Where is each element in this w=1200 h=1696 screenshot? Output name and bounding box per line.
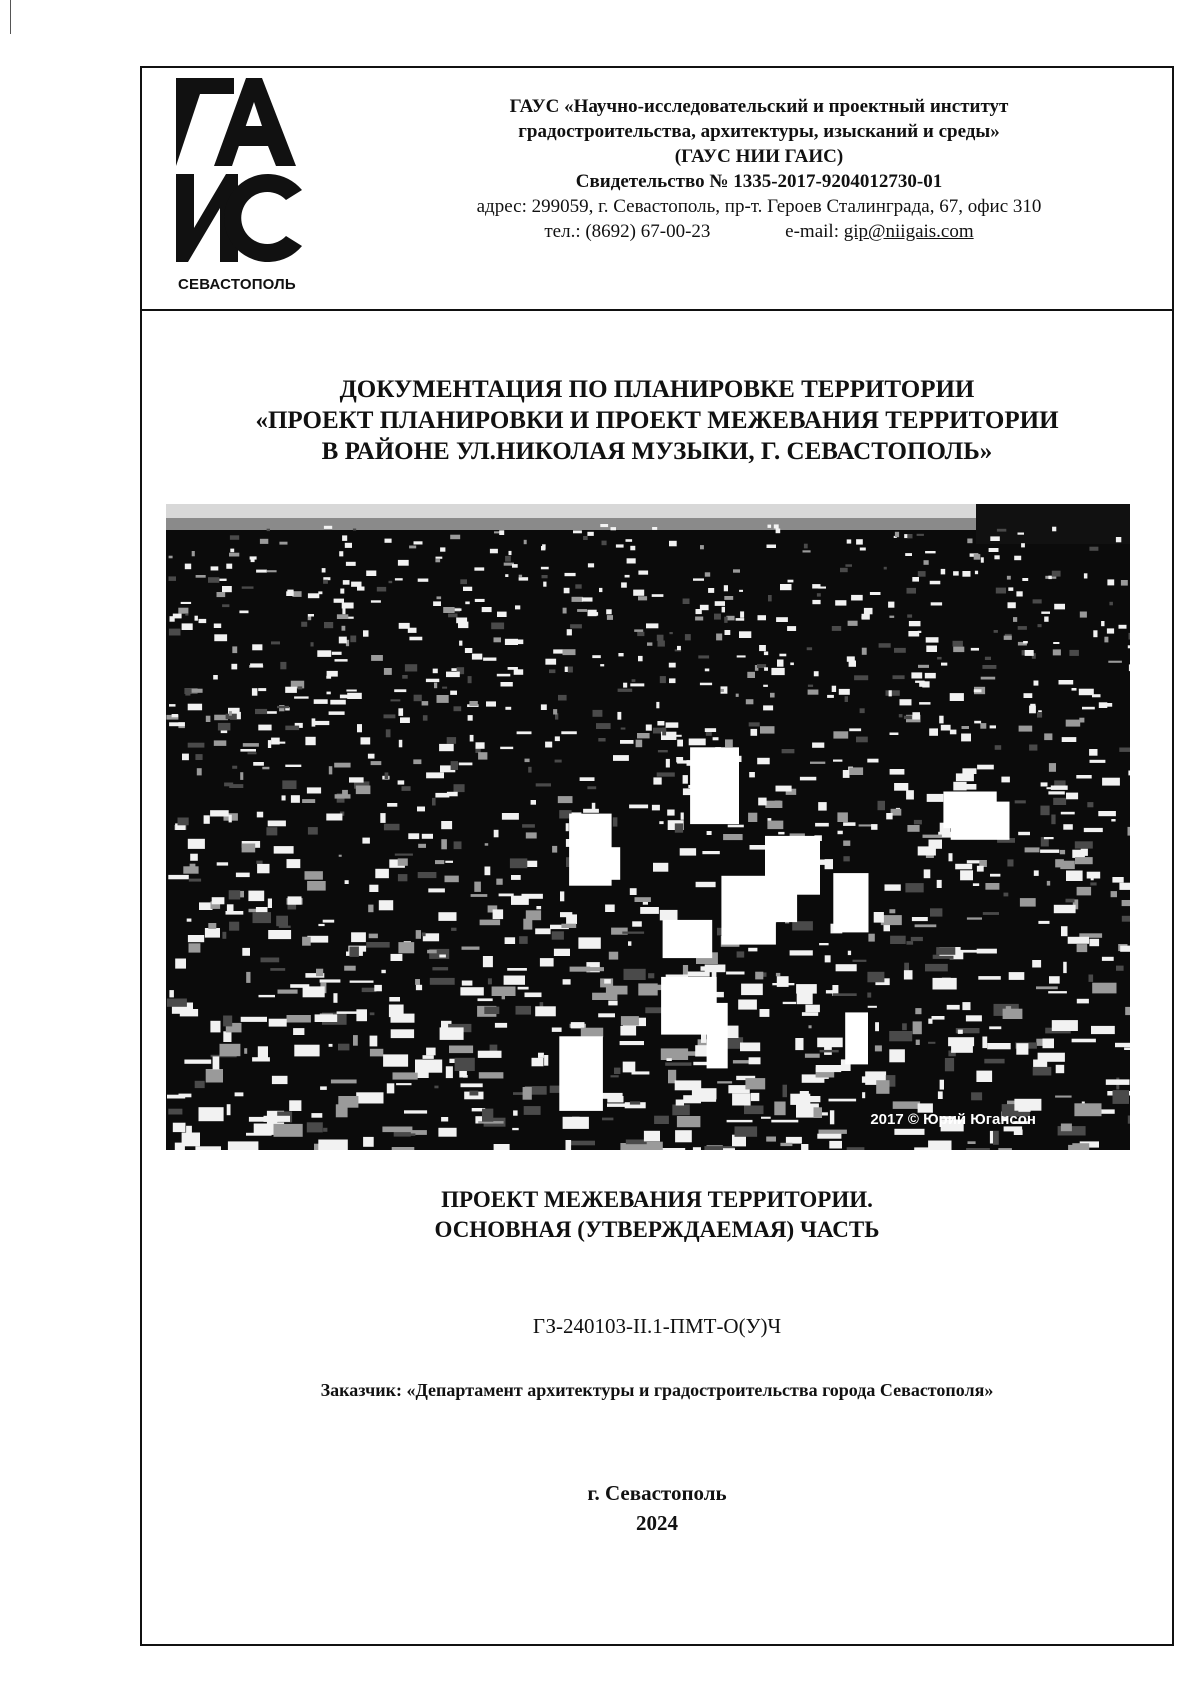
document-title-line1: ДОКУМЕНТАЦИЯ ПО ПЛАНИРОВКЕ ТЕРРИТОРИИ [339,376,975,403]
org-email-link[interactable]: gip@niigais.com [843,221,974,242]
document-title [142,374,1172,467]
subtitle-line2: ОСНОВНАЯ (УТВЕРЖДАЕМАЯ) ЧАСТЬ [434,1217,880,1242]
org-address: адрес: 299059, г. Севастополь, пр-т. Героев Сталинграда, 67, офис 310 [476,196,1042,217]
document-code: ГЗ-240103-II.1-ПМТ-О(У)Ч [532,1314,782,1338]
org-certificate: Свидетельство № 1335-2017-9204012730-01 [575,171,943,192]
section-subtitle [142,1185,1172,1245]
organization-info [354,94,1164,244]
aerial-city-photo [166,504,1130,1150]
city: г. Севастополь [587,1481,727,1505]
aerial-photo-image [166,504,1130,1150]
org-contacts [354,219,1164,244]
logo-caption: СЕВАСТОПОЛЬ [178,276,296,293]
customer-line: Заказчик: «Департамент архитектуры и градостроительства города Севастополя» [320,1380,994,1400]
org-name-line1: ГАУС «Научно-исследовательский и проектный институт [509,96,1009,117]
photo-credit: 2017 © Юрий Югансон [870,1111,1036,1128]
gais-logo-mark [176,78,310,268]
year: 2024 [636,1511,678,1535]
email-label: e-mail: [785,221,839,242]
subtitle-line1: ПРОЕКТ МЕЖЕВАНИЯ ТЕРРИТОРИИ. [441,1187,873,1212]
scan-edge-mark [10,0,11,34]
org-abbreviation: (ГАУС НИИ ГАИС) [674,146,844,167]
org-phone: тел.: (8692) 67-00-23 [544,221,711,242]
city-and-year [142,1478,1172,1538]
document-title-line2: «ПРОЕКТ ПЛАНИРОВКИ И ПРОЕКТ МЕЖЕВАНИЯ ТЕРРИТОРИИ [255,407,1059,434]
title-page-frame [140,66,1174,1646]
document-title-line3: В РАЙОНЕ УЛ.НИКОЛАЯ МУЗЫКИ, Г. СЕВАСТОПОЛЬ» [321,438,993,465]
org-name-line2: градостроительства, архитектуры, изысканий и среды» [518,121,1000,142]
gais-logo [176,78,310,298]
header-block [142,68,1172,311]
